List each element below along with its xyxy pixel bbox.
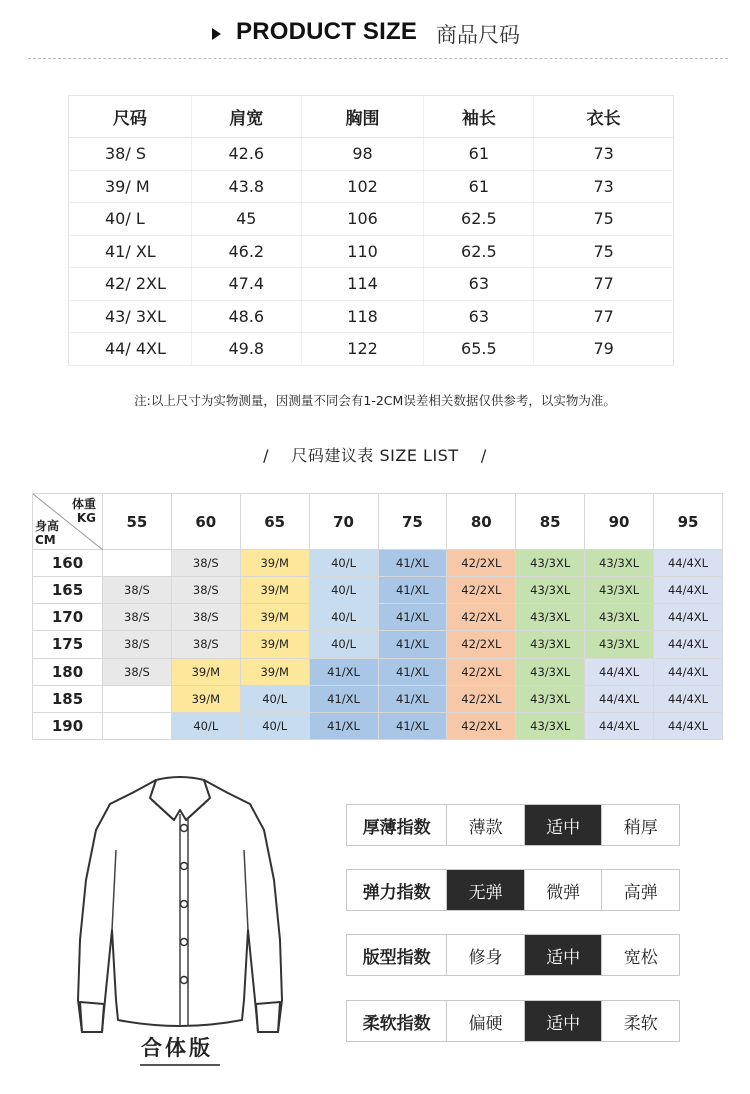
table-cell: 75 xyxy=(534,235,674,268)
grid-cell: 43/3XL xyxy=(585,577,654,604)
grid-cell: 44/4XL xyxy=(585,712,654,739)
height-header: 165 xyxy=(33,577,103,604)
grid-cell: 43/3XL xyxy=(516,658,585,685)
weight-header: 75 xyxy=(378,494,447,550)
grid-cell: 40/L xyxy=(309,631,378,658)
table-cell: 42/ 2XL xyxy=(69,268,192,301)
table-row xyxy=(69,170,674,203)
grid-cell: 40/L xyxy=(309,550,378,577)
size-table-header-row xyxy=(69,96,674,138)
thickness-index xyxy=(346,804,680,846)
grid-cell: 42/2XL xyxy=(447,658,516,685)
corner-cm-text: CM xyxy=(35,533,56,547)
grid-row xyxy=(33,685,723,712)
grid-row xyxy=(33,712,723,739)
table-cell: 61 xyxy=(424,170,534,203)
grid-cell: 42/2XL xyxy=(447,712,516,739)
grid-row xyxy=(33,550,723,577)
grid-row xyxy=(33,631,723,658)
fit-index xyxy=(346,934,680,976)
grid-cell: 42/2XL xyxy=(447,604,516,631)
grid-cell: 43/3XL xyxy=(516,712,585,739)
col-header-size: 尺码 xyxy=(69,96,192,138)
table-cell: 43/ 3XL xyxy=(69,300,192,333)
header-title-cn: 商品尺码 xyxy=(436,23,520,47)
grid-row xyxy=(33,604,723,631)
table-cell: 63 xyxy=(424,300,534,333)
grid-cell: 40/L xyxy=(240,712,309,739)
table-cell: 98 xyxy=(301,138,424,171)
table-row xyxy=(69,333,674,366)
table-cell: 63 xyxy=(424,268,534,301)
grid-cell: 40/L xyxy=(171,712,240,739)
height-header: 190 xyxy=(33,712,103,739)
table-cell: 79 xyxy=(534,333,674,366)
size-recommendation-grid xyxy=(32,493,723,740)
grid-cell: 38/S xyxy=(171,631,240,658)
index-name: 弹力指数 xyxy=(362,882,431,903)
table-cell: 122 xyxy=(301,333,424,366)
grid-cell: 39/M xyxy=(240,550,309,577)
grid-cell: 39/M xyxy=(171,658,240,685)
height-header: 180 xyxy=(33,658,103,685)
grid-cell: 38/S xyxy=(171,577,240,604)
grid-cell: 41/XL xyxy=(378,604,447,631)
grid-cell: 40/L xyxy=(309,577,378,604)
grid-cell: 39/M xyxy=(240,577,309,604)
table-cell: 47.4 xyxy=(191,268,301,301)
col-header-sleeve: 袖长 xyxy=(424,96,534,138)
grid-cell xyxy=(103,550,172,577)
grid-cell: 44/4XL xyxy=(654,550,723,577)
table-row xyxy=(69,203,674,236)
grid-cell: 43/3XL xyxy=(585,631,654,658)
fit-type-label: 合体版 xyxy=(141,1036,213,1060)
weight-header: 90 xyxy=(585,494,654,550)
weight-header: 70 xyxy=(309,494,378,550)
grid-cell: 41/XL xyxy=(309,712,378,739)
grid-cell: 43/3XL xyxy=(516,685,585,712)
table-cell: 73 xyxy=(534,138,674,171)
grid-cell: 41/XL xyxy=(378,631,447,658)
grid-cell: 44/4XL xyxy=(654,712,723,739)
table-cell: 62.5 xyxy=(424,203,534,236)
grid-cell: 41/XL xyxy=(378,577,447,604)
grid-cell: 41/XL xyxy=(378,685,447,712)
table-cell: 61 xyxy=(424,138,534,171)
grid-cell: 39/M xyxy=(240,658,309,685)
index-option: 修身 xyxy=(446,935,524,975)
grid-cell: 38/S xyxy=(171,550,240,577)
table-cell: 40/ L xyxy=(69,203,192,236)
table-cell: 44/ 4XL xyxy=(69,333,192,366)
grid-cell: 42/2XL xyxy=(447,631,516,658)
grid-cell: 43/3XL xyxy=(516,631,585,658)
table-cell: 48.6 xyxy=(191,300,301,333)
size-list-title: / 尺码建议表 SIZE LIST / xyxy=(263,446,487,465)
grid-cell xyxy=(103,712,172,739)
table-cell: 102 xyxy=(301,170,424,203)
index-option-selected: 适中 xyxy=(524,935,602,975)
fit-label-underline xyxy=(140,1064,220,1066)
table-cell: 49.8 xyxy=(191,333,301,366)
weight-header: 60 xyxy=(171,494,240,550)
table-cell: 45 xyxy=(191,203,301,236)
height-header: 175 xyxy=(33,631,103,658)
grid-cell: 43/3XL xyxy=(585,550,654,577)
table-row xyxy=(69,138,674,171)
grid-cell: 41/XL xyxy=(378,712,447,739)
index-option: 宽松 xyxy=(601,935,679,975)
table-cell: 118 xyxy=(301,300,424,333)
table-cell: 38/ S xyxy=(69,138,192,171)
grid-cell: 40/L xyxy=(240,685,309,712)
table-cell: 77 xyxy=(534,268,674,301)
elasticity-index xyxy=(346,869,680,911)
grid-cell: 41/XL xyxy=(309,685,378,712)
col-header-chest: 胸围 xyxy=(301,96,424,138)
weight-header: 55 xyxy=(103,494,172,550)
grid-cell: 38/S xyxy=(171,604,240,631)
corner-height-label xyxy=(35,519,59,547)
grid-cell: 44/4XL xyxy=(585,658,654,685)
size-table xyxy=(68,95,674,366)
header-title-en: PRODUCT SIZE xyxy=(236,18,418,45)
grid-cell: 44/4XL xyxy=(654,658,723,685)
index-option: 高弹 xyxy=(601,870,679,910)
table-cell: 39/ M xyxy=(69,170,192,203)
index-option: 薄款 xyxy=(446,805,524,845)
grid-row xyxy=(33,577,723,604)
table-cell: 43.8 xyxy=(191,170,301,203)
table-cell: 73 xyxy=(534,170,674,203)
index-option: 稍厚 xyxy=(601,805,679,845)
weight-header: 85 xyxy=(516,494,585,550)
grid-row xyxy=(33,658,723,685)
corner-weight-text: 体重 xyxy=(71,497,96,511)
corner-weight-label xyxy=(72,497,96,525)
index-name: 厚薄指数 xyxy=(362,817,431,838)
grid-cell: 42/2XL xyxy=(447,685,516,712)
measurement-note: 注:以上尺寸为实物测量，因测量不同会有1-2CM误差相关数据仅供参考，以实物为准。 xyxy=(134,393,616,408)
table-cell: 75 xyxy=(534,203,674,236)
height-header: 185 xyxy=(33,685,103,712)
table-cell: 114 xyxy=(301,268,424,301)
dashed-divider xyxy=(28,58,728,59)
corner-height-text: 身高 xyxy=(35,519,60,533)
grid-header-row xyxy=(33,494,723,550)
index-name: 柔软指数 xyxy=(362,1013,431,1034)
table-cell: 77 xyxy=(534,300,674,333)
table-cell: 65.5 xyxy=(424,333,534,366)
grid-cell: 44/4XL xyxy=(654,577,723,604)
grid-cell: 38/S xyxy=(103,604,172,631)
grid-cell: 39/M xyxy=(171,685,240,712)
index-option-selected: 适中 xyxy=(524,805,602,845)
shirt-illustration xyxy=(74,770,286,1044)
grid-cell: 44/4XL xyxy=(654,631,723,658)
index-option-selected: 适中 xyxy=(524,1001,602,1041)
table-row xyxy=(69,300,674,333)
grid-cell xyxy=(103,685,172,712)
grid-cell: 38/S xyxy=(103,577,172,604)
grid-cell: 43/3XL xyxy=(516,577,585,604)
grid-cell: 41/XL xyxy=(378,658,447,685)
corner-kg-text: KG xyxy=(76,511,96,525)
grid-cell: 42/2XL xyxy=(447,577,516,604)
index-option-selected: 无弹 xyxy=(446,870,524,910)
table-row xyxy=(69,268,674,301)
grid-cell: 39/M xyxy=(240,604,309,631)
grid-cell: 43/3XL xyxy=(516,550,585,577)
weight-header: 65 xyxy=(240,494,309,550)
height-header: 170 xyxy=(33,604,103,631)
grid-cell: 38/S xyxy=(103,658,172,685)
section-header xyxy=(0,14,750,54)
col-header-length: 衣长 xyxy=(534,96,674,138)
index-option: 柔软 xyxy=(601,1001,679,1041)
table-cell: 46.2 xyxy=(191,235,301,268)
grid-cell: 43/3XL xyxy=(585,604,654,631)
table-cell: 42.6 xyxy=(191,138,301,171)
grid-cell: 44/4XL xyxy=(654,604,723,631)
table-cell: 110 xyxy=(301,235,424,268)
grid-corner-cell xyxy=(33,494,103,550)
col-header-shoulder: 肩宽 xyxy=(191,96,301,138)
grid-cell: 42/2XL xyxy=(447,550,516,577)
weight-header: 80 xyxy=(447,494,516,550)
table-row xyxy=(69,235,674,268)
grid-cell: 43/3XL xyxy=(516,604,585,631)
index-option: 微弹 xyxy=(524,870,602,910)
grid-cell: 41/XL xyxy=(309,658,378,685)
table-cell: 62.5 xyxy=(424,235,534,268)
index-option: 偏硬 xyxy=(446,1001,524,1041)
grid-cell: 44/4XL xyxy=(585,685,654,712)
index-name: 版型指数 xyxy=(362,947,431,968)
triangle-arrow-icon xyxy=(212,28,221,40)
weight-header: 95 xyxy=(654,494,723,550)
grid-cell: 38/S xyxy=(103,631,172,658)
grid-cell: 41/XL xyxy=(378,550,447,577)
table-cell: 106 xyxy=(301,203,424,236)
grid-cell: 44/4XL xyxy=(654,685,723,712)
grid-cell: 40/L xyxy=(309,604,378,631)
table-cell: 41/ XL xyxy=(69,235,192,268)
softness-index xyxy=(346,1000,680,1042)
height-header: 160 xyxy=(33,550,103,577)
grid-cell: 39/M xyxy=(240,631,309,658)
